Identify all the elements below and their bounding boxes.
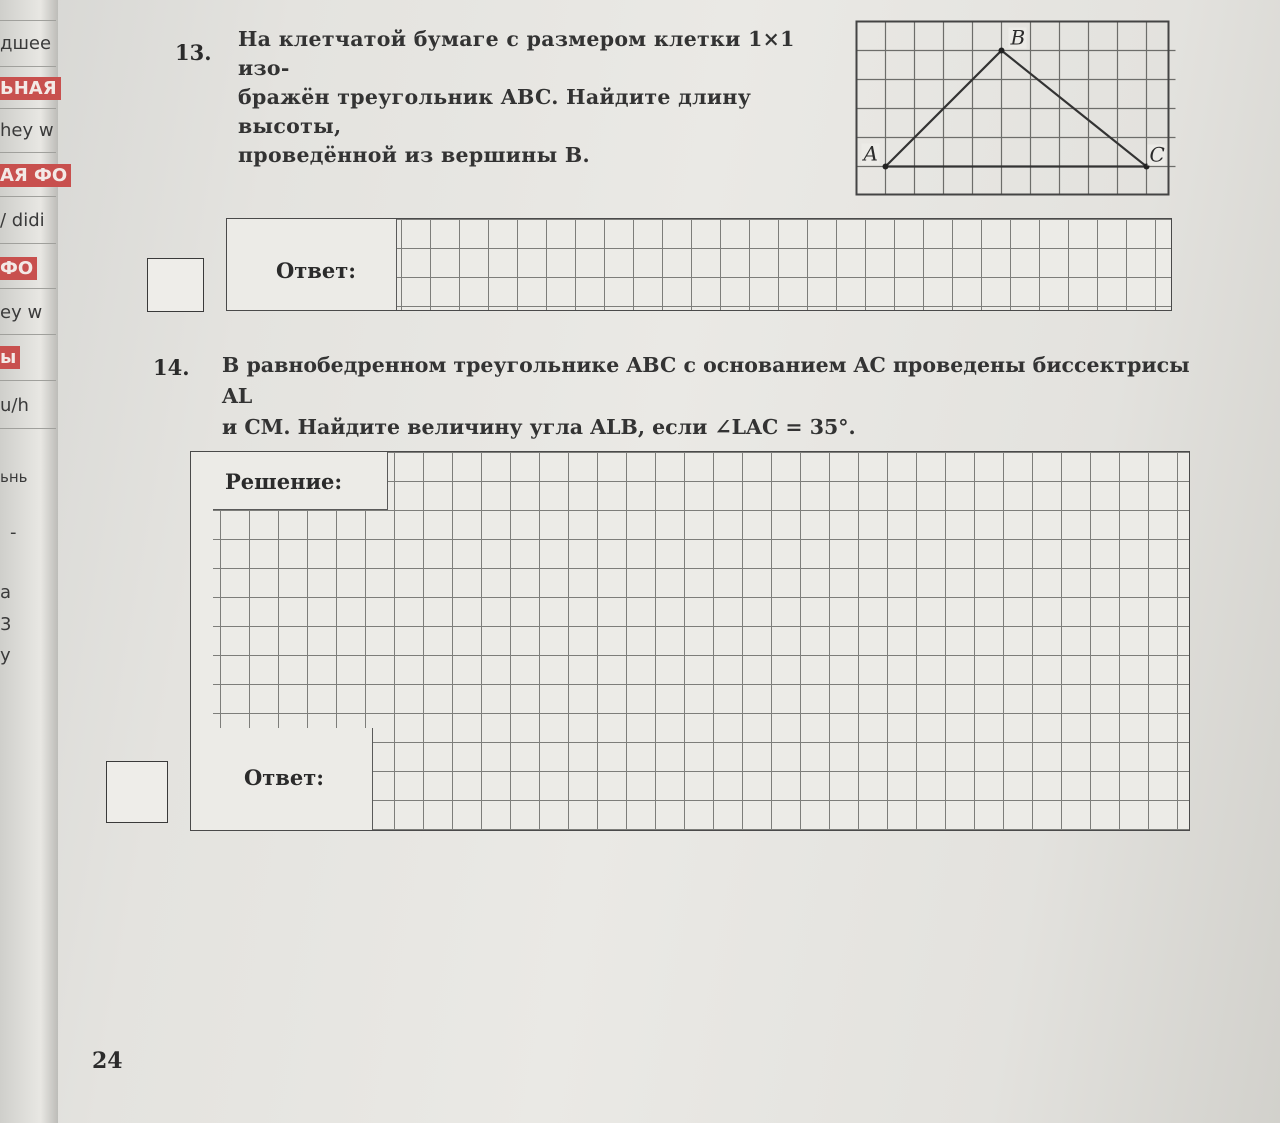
task-14-number: 14. (153, 355, 190, 380)
task-14-solution-label: Решение: (225, 469, 343, 494)
task-13-score-box[interactable] (147, 258, 204, 312)
task-14-solution-area[interactable] (190, 451, 1190, 831)
margin-text: a (0, 582, 12, 603)
margin-text: - (10, 522, 17, 543)
margin-text: у (0, 645, 11, 666)
vertex-label-b: B (1010, 25, 1026, 50)
adjacent-page-margin (0, 0, 68, 1123)
task-13-triangle-figure (855, 20, 1175, 200)
margin-text: hey w (0, 120, 54, 141)
task-14-answer-label: Ответ: (244, 765, 325, 790)
task-13-line: На клетчатой бумаге с размером клетки 1×1 изо- (238, 27, 795, 80)
margin-text: АЯ ФО (0, 164, 71, 187)
task-14-line: и CM. Найдите величину угла ALB, если ∠LAC = 35°. (222, 415, 856, 439)
margin-text: ьнь (0, 468, 28, 486)
margin-text: дшее (0, 33, 52, 54)
margin-text: ы (0, 346, 20, 369)
task-13-answer-area[interactable] (226, 218, 1172, 311)
vertex-point-b (999, 48, 1005, 54)
vertex-label-a: A (863, 141, 878, 166)
margin-text: ФО (0, 257, 37, 280)
task-13-answer-label: Ответ: (276, 258, 357, 283)
task-14-score-box[interactable] (106, 761, 168, 823)
task-14-statement (222, 350, 1202, 443)
task-13-line: бражён треугольник ABC. Найдите длину высоты, (238, 85, 752, 138)
margin-text: / didi (0, 210, 45, 231)
task-13-number: 13. (175, 40, 212, 65)
margin-text: 3 (0, 614, 12, 635)
task-13-statement (238, 25, 828, 170)
vertex-point-a (883, 164, 889, 170)
margin-text: u/h (0, 395, 29, 416)
task-13-line: проведённой из вершины B. (238, 143, 590, 167)
margin-text: ey w (0, 302, 43, 323)
margin-text: ЬНАЯ (0, 77, 61, 100)
task-14-line: В равнобедренном треугольнике ABC с основанием AC проведены биссектрисы AL (222, 353, 1190, 408)
vertex-label-c: C (1149, 142, 1165, 167)
page-number: 24 (92, 1048, 123, 1074)
